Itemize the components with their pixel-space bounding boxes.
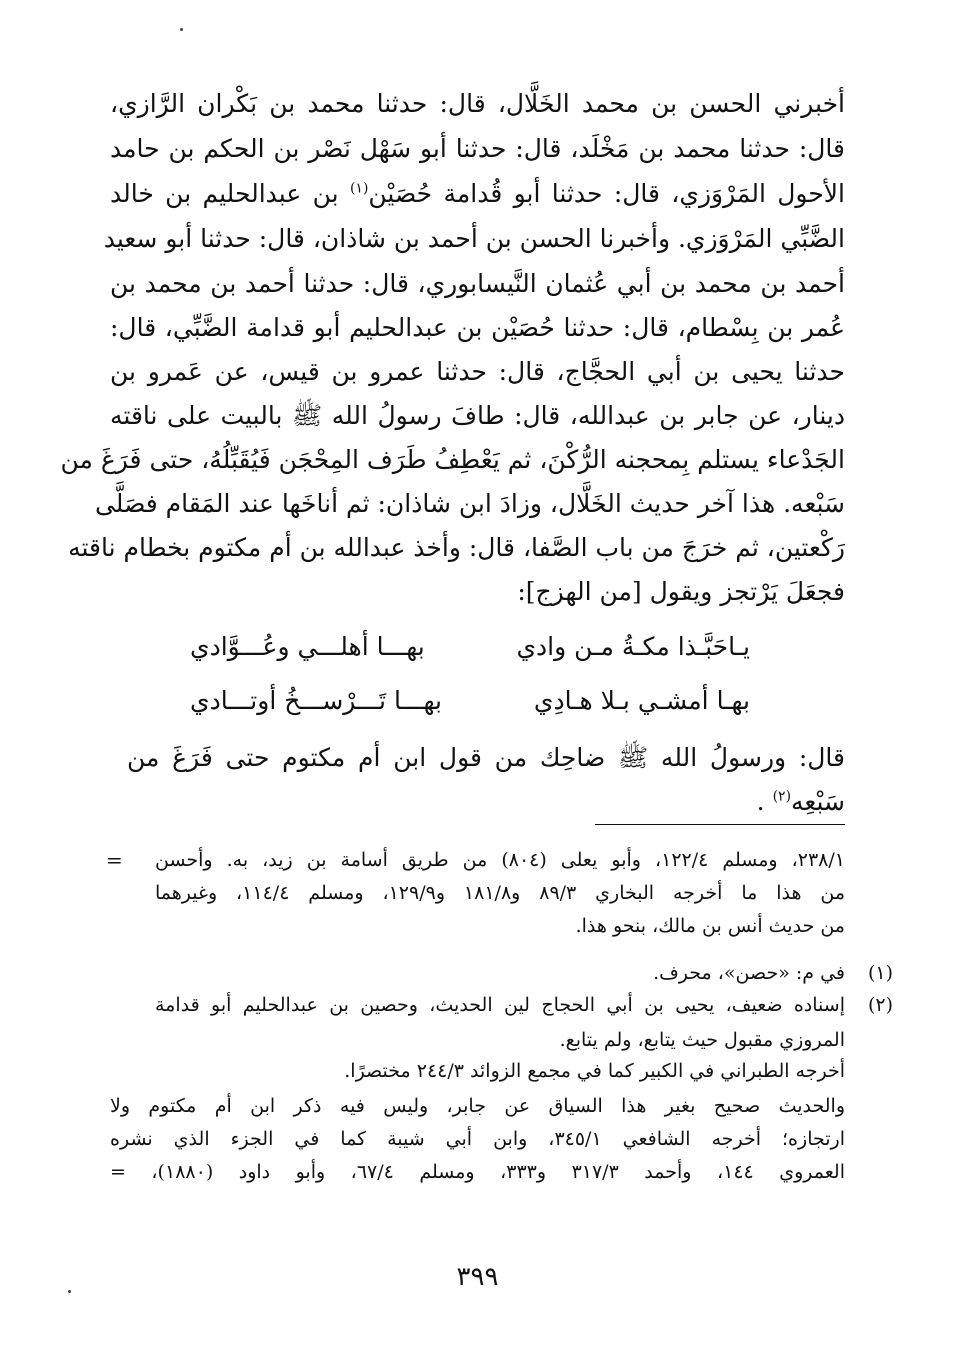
poem-verse-2: [190, 679, 750, 723]
footnote-line: أخرجه الطبراني في الكبير كما في مجمع الزوائد ٢٤٤/٣ مختصرًا.: [344, 1060, 845, 1082]
scan-speck: [68, 1290, 71, 1293]
verse-hemistich-right: بهـا أمشـي بـلا هـادِي: [533, 686, 750, 715]
footnote-separator: [595, 824, 845, 825]
main-text-line: دينار، عن جابر بن عبدالله، قال: طافَ رسولُ الله ﷺ بالبيت على ناقته: [110, 401, 845, 430]
main-text-segment: بن عبدالحليم بن خالد: [110, 179, 339, 208]
main-text-line: الجَدْعاء يستلم بِمحجنه الرُّكْنَ، ثم يَعْطِفُ طَرَف المِحْجَن فَيُقَبِّلُهُ، حتى فَرَغَ من: [60, 445, 845, 474]
main-text-line: قال: حدثنا محمد بن مَخْلَد، قال: حدثنا أبو سَهْل نَصْر بن الحكم بن حامد: [110, 134, 845, 163]
main-text-segment: .: [756, 787, 765, 816]
poem-verse-1: [190, 625, 750, 669]
footnote-number: (١): [867, 962, 893, 984]
footnote-ref-1: (١): [349, 180, 369, 197]
main-text-line: فجعَلَ يَرْتجز ويقول [من الهزج]:: [517, 577, 845, 606]
main-text-line: [110, 172, 845, 216]
footnote-line: العمروي ١٤٤، وأحمد ٣١٧/٣ و٣٣٣، ومسلم ٦٧/٤، وأبو داود (١٨٨٠)، =: [110, 1161, 845, 1183]
footnote-2-line: [155, 990, 893, 1021]
page-number: ٣٩٩: [456, 1262, 499, 1292]
footnote-text: في م: «حصن»، محرف.: [653, 962, 845, 984]
footnote-line: والحديث صحيح بغير هذا السياق عن جابر، وليس فيه ذكر ابن أم مكتوم ولا: [110, 1095, 845, 1117]
footnote-line: ٢٣٨/١، ومسلم ١٢٢/٤، وأبو يعلى (٨٠٤) من طريق أسامة بن زيد، به. وأحسن: [155, 849, 845, 871]
main-text-line: رَكْعتين، ثم خرَجَ من باب الصَّفا، قال: وأخذ عبدالله بن أم مكتوم بخطام ناقته: [68, 533, 845, 562]
footnote-line: من حديث أنس بن مالك، بنحو هذا.: [575, 915, 845, 937]
footnote-line: المروزي مقبول حيث يتابع، ولم يتابع.: [559, 1029, 845, 1051]
main-text-line: [110, 780, 845, 824]
main-text-line: حدثنا يحيى بن أبي الحجَّاج، قال: حدثنا عمرو بن قيس، عن عَمرو بن: [110, 357, 845, 386]
footnote-text: إسناده ضعيف، يحيى بن أبي الحجاج لين الحديث، وحصين بن عبدالحليم أبو قدامة: [155, 994, 845, 1016]
verse-hemistich-left: بهـــا أهلـــي وعُـــوَّادي: [190, 632, 425, 661]
footnote-number: (٢): [867, 994, 893, 1016]
continuation-mark: =: [106, 848, 123, 872]
main-text-line: قال: ورسولُ الله ﷺ ضاحِك من قول ابن أم مكتوم حتى فَرَغَ من: [127, 743, 845, 772]
main-text-segment: سَبْعِه: [791, 787, 845, 816]
verse-hemistich-right: يـاحَبَّـذا مكـةُ مـن وادي: [516, 632, 750, 661]
footnote-1: [155, 958, 893, 989]
main-text-line: الضَّبِّي المَرْوَزي. وأخبرنا الحسن بن أحمد بن شاذان، قال: حدثنا أبو سعيد: [103, 224, 845, 253]
main-text-line: عُمر بن بِسْطام، قال: حدثنا حُصَيْن بن عبدالحليم أبو قدامة الضَّبِّي، قال:: [110, 313, 845, 342]
main-text-segment: الأحول المَرْوَزي، قال: حدثنا أبو قُدامة حُصَيْن: [368, 179, 846, 208]
footnote-ref-2: (٢): [772, 788, 792, 805]
main-text-line: سَبْعه. هذا آخر حديث الخَلَّال، وزادَ ابن شاذان: ثم أناخَها عند المَقام فصَلَّى: [94, 489, 845, 518]
footnote-line: من هذا ما أخرجه البخاري ٨٩/٣ و١٨١/٨ و١٢٩/٩، ومسلم ١١٤/٤، وغيرهما: [155, 882, 846, 904]
footnote-line: ارتجازه؛ أخرجه الشافعي ٣٤٥/١، وابن أبي شيبة كما في الجزء الذي نشره: [110, 1128, 845, 1150]
main-text-line: أخبرني الحسن بن محمد الخَلَّال، قال: حدثنا محمد بن بَكْران الرَّازي،: [110, 89, 845, 118]
scan-speck: [180, 28, 183, 31]
main-text-line: أحمد بن محمد بن أبي عُثمان النَّيسابوري، قال: حدثنا أحمد بن محمد بن: [110, 269, 845, 298]
verse-hemistich-left: بهـــا تَـــرْســـخُ أوتـــادي: [190, 686, 443, 715]
